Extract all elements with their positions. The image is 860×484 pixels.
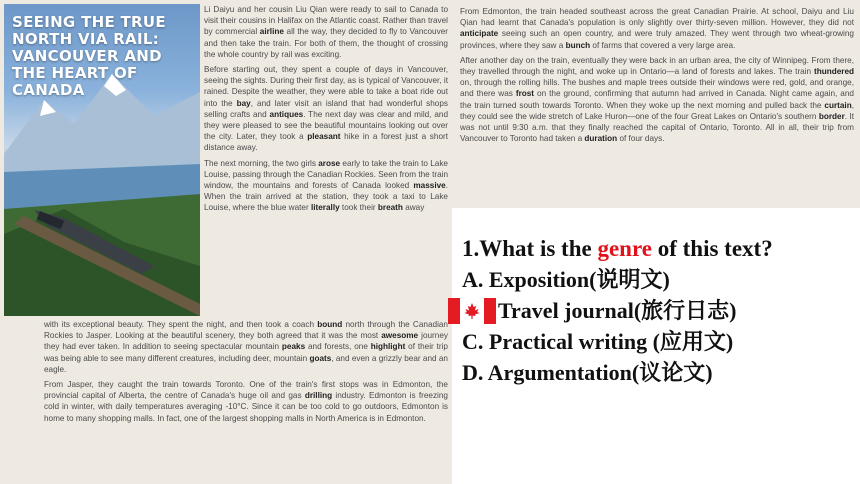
article-paragraph: [460, 6, 854, 51]
article-paragraph: [44, 319, 448, 375]
article-paragraph: [204, 64, 448, 154]
article-right-column: [460, 6, 854, 148]
option-b[interactable]: Travel journal(旅行日志): [462, 295, 858, 326]
paragraph-text: seeing such an open country, and were truly amazed. They went through two wheat-growing provinces, where they saw a: [460, 29, 854, 50]
option-c[interactable]: C. Practical writing (应用文): [462, 329, 734, 354]
vocabulary-word: duration: [584, 134, 618, 144]
vocabulary-word: anticipate: [460, 29, 499, 39]
article-left-column-bottom: [44, 319, 448, 428]
paragraph-text: of farms that covered a very large area.: [590, 40, 736, 50]
vocabulary-word: drilling: [304, 391, 333, 401]
question-keyword: genre: [597, 236, 652, 261]
quiz-panel: [462, 234, 858, 388]
canada-flag-icon: [448, 298, 496, 324]
paragraph-text: industry. Edmonton is freezing cold in winter, with daily temperatures averaging -10°C. Since it can be too cold to go outdoors, Edmonton is home to many shopping malls. In fact, one of the largest shopping malls in North America is in Edmonton.: [44, 391, 448, 423]
vocabulary-word: thundered: [813, 67, 854, 77]
paragraph-text: From Edmonton, the train headed southeast across the great Canadian Prairie. At school, Daiyu and Liu Qian had learnt that Canada's population is only slightly over thirty-seven million. However, they did not: [460, 7, 854, 28]
vocabulary-word: peaks: [281, 342, 306, 352]
article-paragraph: [460, 55, 854, 145]
vocabulary-word: bay: [236, 98, 251, 108]
paragraph-text: away: [402, 203, 425, 213]
vocabulary-word: bunch: [565, 40, 591, 50]
paragraph-text: , they could see the wide stretch of Lake Huron—one of the four Great Lakes on Ontario's southern: [460, 100, 854, 121]
paragraph-text: north through the Canadian Rockies to Jasper. Looking at the beautiful scenery, they both agreed that it was the most: [44, 320, 448, 341]
article-paragraph: [44, 379, 448, 424]
vocabulary-word: massive: [413, 181, 446, 191]
hero-title: SEEING THE TRUE NORTH VIA RAIL: VANCOUVER AND THE HEART OF CANADA: [12, 13, 166, 99]
paragraph-text: and forests, one: [305, 342, 371, 352]
paragraph-text: took their: [339, 203, 378, 213]
paragraph-text: . The next day was clear and mild, and they were pleased to see the beautiful mountains looking out over the city. Later, they took a: [204, 109, 448, 142]
hero-photo: [4, 4, 200, 316]
vocabulary-word: arose: [318, 158, 341, 168]
vocabulary-word: literally: [310, 203, 340, 213]
vocabulary-word: antiques: [269, 109, 304, 119]
vocabulary-word: highlight: [370, 342, 406, 352]
paragraph-text: hike in a forest just a short distance away.: [204, 132, 449, 153]
paragraph-text: Li Daiyu and her cousin Liu Qian were ready to sail to Canada to visit their cousins in Halifax on the Atlantic coast. Rather than travel by commercial: [204, 5, 448, 37]
paragraph-text: . When the train arrived at the station, they took a taxi to Lake Louise, where the blue water: [204, 181, 448, 213]
vocabulary-word: breath: [377, 203, 403, 213]
paragraph-text: After another day on the train, eventually they were back in an urban area, the city of Winnipeg. From there, they travelled through the night, and woke up in Ontario—a land of forests and lakes. The train: [460, 55, 854, 77]
paragraph-text: on the ground, confirming that autumn had arrived in Canada. Night came again, and the train turned south towards Toronto. When they woke up the next morning and pulled back the: [460, 89, 854, 110]
option-d[interactable]: D. Argumentation(议论文): [462, 360, 713, 385]
paragraph-text: all the way, they decided to fly to Vancouver and then take the train. For both of them, the thought of crossing the whole country by rail was exciting.: [204, 27, 448, 59]
vocabulary-word: border: [818, 111, 845, 121]
option-a[interactable]: A. Exposition(说明文): [462, 267, 670, 292]
vocabulary-word: goats: [309, 353, 332, 363]
paragraph-text: . It was not until 9:30 a.m. that they finally reached the capital of Ontario, Toronto. All in all, their trip from Vancouver to Toronto had taken a: [460, 111, 854, 144]
quiz-question: 1.What is the genre of this text?: [462, 236, 773, 261]
paragraph-text: , and even a grizzly bear and an eagle.: [44, 353, 448, 374]
vocabulary-word: airline: [259, 27, 284, 37]
paragraph-text: Before starting out, they spent a couple of days in Vancouver, seeing the sights. During their first day, as is typical of Vancouver, it rained. Despite the weather, they were able to take a boat ride out into the: [204, 65, 448, 108]
paragraph-text: journey they had ever taken. In addition to seeing spectacular mountain: [44, 331, 448, 352]
paragraph-text: of four days.: [617, 134, 665, 144]
vocabulary-word: bound: [317, 320, 343, 329]
paragraph-text: , and later visit an island that had wonderful shops selling crafts and: [204, 98, 448, 119]
article-paragraph: [204, 4, 448, 60]
paragraph-text: From Jasper, they caught the train towards Toronto. One of the train's first stops was in Edmonton, the provincial capital of Alberta, the centre of Canada's huge oil and gas: [44, 380, 448, 401]
vocabulary-word: awesome: [381, 331, 419, 341]
article-paragraph: [204, 158, 448, 214]
article-right-scan: [452, 0, 860, 208]
paragraph-text: with its exceptional beauty. They spent the night, and then took a coach: [44, 320, 318, 329]
article-left-column-top: [204, 4, 448, 218]
vocabulary-word: curtain: [824, 100, 852, 110]
vocabulary-word: frost: [515, 89, 535, 99]
paragraph-text: on, through the rolling hills. The bushes and maple trees outside their windows were red, gold, and orange, and there was: [460, 78, 854, 99]
paragraph-text: of their trip was being able to see many different creatures, including deer, mountain: [44, 342, 448, 363]
paragraph-text: The next morning, the two girls: [204, 158, 319, 168]
vocabulary-word: pleasant: [307, 132, 341, 142]
paragraph-text: early to take the train to Lake Louise, passing through the Canadian Rockies. Seen from the train window, the mountains and forests of Canada looked: [204, 158, 448, 191]
